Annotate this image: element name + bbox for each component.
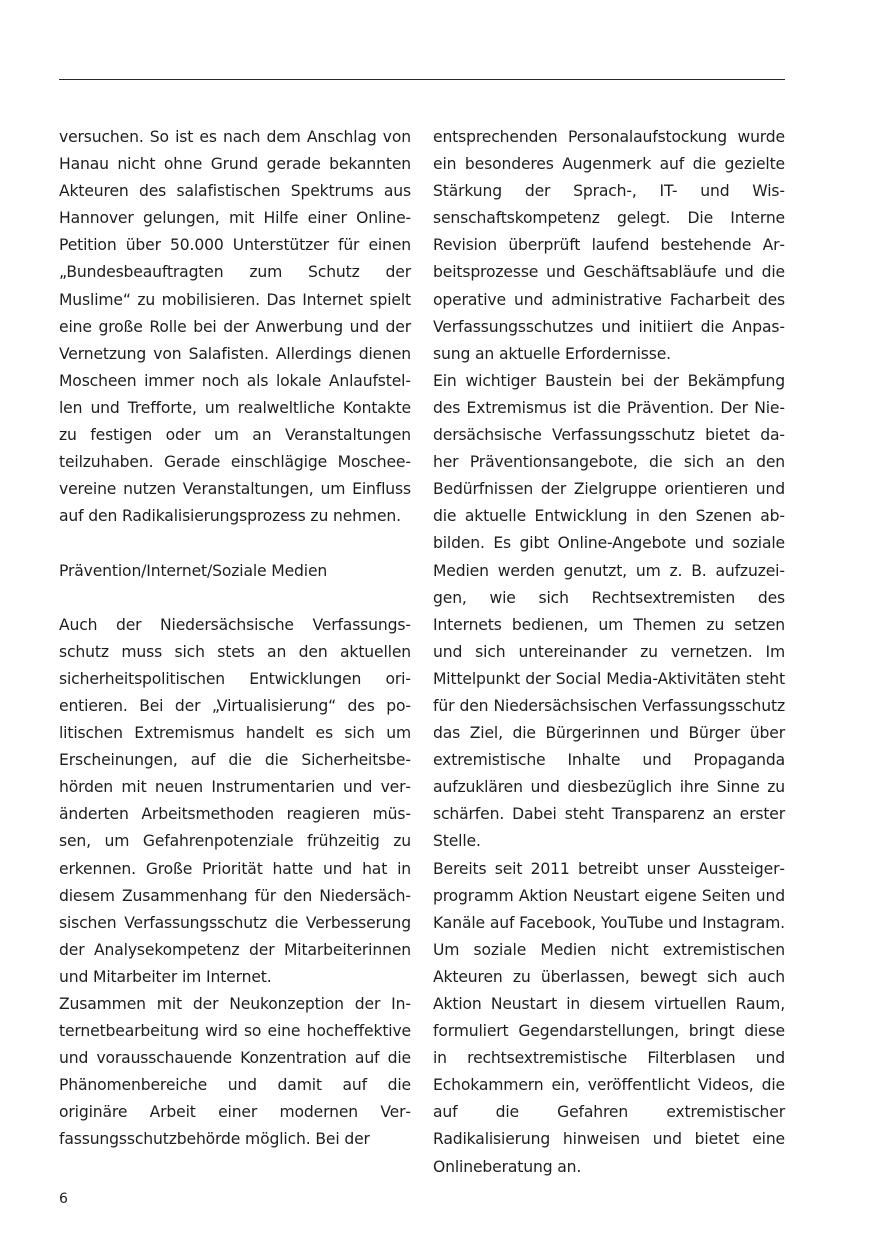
right-paragraph-1: entsprechenden Personalaufstockung wurde ein besonderes Augenmerk auf die gezielte Stärkung der Sprach-, IT- und Wissenschaftskompetenz gelegt. Die Interne Revision überprüft laufend bestehende Arbeitsprozesse und Geschäftsabläufe und die operative und administrative Facharbeit des Verfassungsschutzes und initiiert die Anpassung an aktuelle Erfordernisse. — [433, 128, 785, 363]
right-column — [433, 124, 785, 1181]
spacer — [59, 530, 411, 557]
left-paragraph-3: Zusammen mit der Neukonzeption der Internetbearbeitung wird so eine hocheffektive und vorausschauende Konzentration auf die Phänomenbereiche und damit auf die originäre Arbeit einer modernen Verfassungsschutzbehörde möglich. Bei der — [59, 995, 411, 1149]
header-rule — [59, 79, 785, 80]
left-column — [59, 124, 411, 1154]
left-paragraph-1: versuchen. So ist es nach dem Anschlag von Hanau nicht ohne Grund gerade bekannten Akteuren des salafistischen Spektrums aus Hannover gelungen, mit Hilfe einer Online-Petition über 50.000 Unterstützer für einen „Bundesbeauftragten zum Schutz der Muslime“ zu mobilisieren. Das Internet spielt eine große Rolle bei der Anwerbung und der Vernetzung von Salafisten. Allerdings dienen Moscheen immer noch als lokale Anlaufstellen und Trefforte, um realweltliche Kontakte zu festigen oder um an Veranstaltungen teilzuhaben. Gerade einschlägige Moscheevereine nutzen Veranstaltungen, um Einfluss auf den Radikalisierungsprozess zu nehmen. — [59, 128, 411, 526]
left-paragraph-2: Auch der Niedersächsische Verfassungsschutz muss sich stets an den aktuellen sicherheitspolitischen Entwicklungen orientieren. Bei der „Virtualisierung“ des politischen Extremismus handelt es sich um Erscheinungen, auf die die Sicherheitsbehörden mit neuen Instrumentarien und veränderten Arbeitsmethoden reagieren müssen, um Gefahrenpotenziale frühzeitig zu erkennen. Große Priorität hatte und hat in diesem Zusammenhang für den Niedersächsischen Verfassungsschutz die Verbesserung der Analysekompetenz der Mitarbeiterinnen und Mitarbeiter im Internet. — [59, 615, 411, 986]
right-paragraph-2: Ein wichtiger Baustein bei der Bekämpfung des Extremismus ist die Prävention. Der Niedersächsische Verfassungsschutz bietet daher Präventionsangebote, die sich an den Bedürfnissen der Zielgruppe orientieren und die aktuelle Entwicklung in den Szenen abbilden. Es gibt Online-Angebote und soziale Medien werden genutzt, um z. B. aufzuzeigen, wie sich Rechtsextremisten des Internets bedienen, um Themen zu setzen und sich untereinander zu vernetzen. Im Mittelpunkt der Social Media-Aktivitäten steht für den Niedersächsischen Verfassungsschutz das Ziel, die Bürgerinnen und Bürger über extremistische Inhalte und Propaganda aufzuklären und diesbezüglich ihre Sinne zu schärfen. Dabei steht Transparenz an erster Stelle. — [433, 371, 785, 851]
spacer — [59, 585, 411, 612]
section-heading: Prävention/Internet/Soziale Medien — [59, 561, 328, 580]
right-paragraph-3: Bereits seit 2011 betreibt unser Aussteigerprogramm Aktion Neustart eigene Seiten und Kanäle auf Facebook, YouTube und Instagram. Um soziale Medien nicht extremistischen Akteuren zu überlassen, bewegt sich auch Aktion Neustart in diesem virtuellen Raum, formuliert Gegendarstellungen, bringt diese in rechtsextremistische Filterblasen und Echokammern ein, veröffentlicht Videos, die auf die Gefahren extremistischer Radikalisierung hinweisen und bietet eine Onlineberatung an. — [433, 859, 785, 1176]
page-number: 6 — [59, 1191, 68, 1207]
